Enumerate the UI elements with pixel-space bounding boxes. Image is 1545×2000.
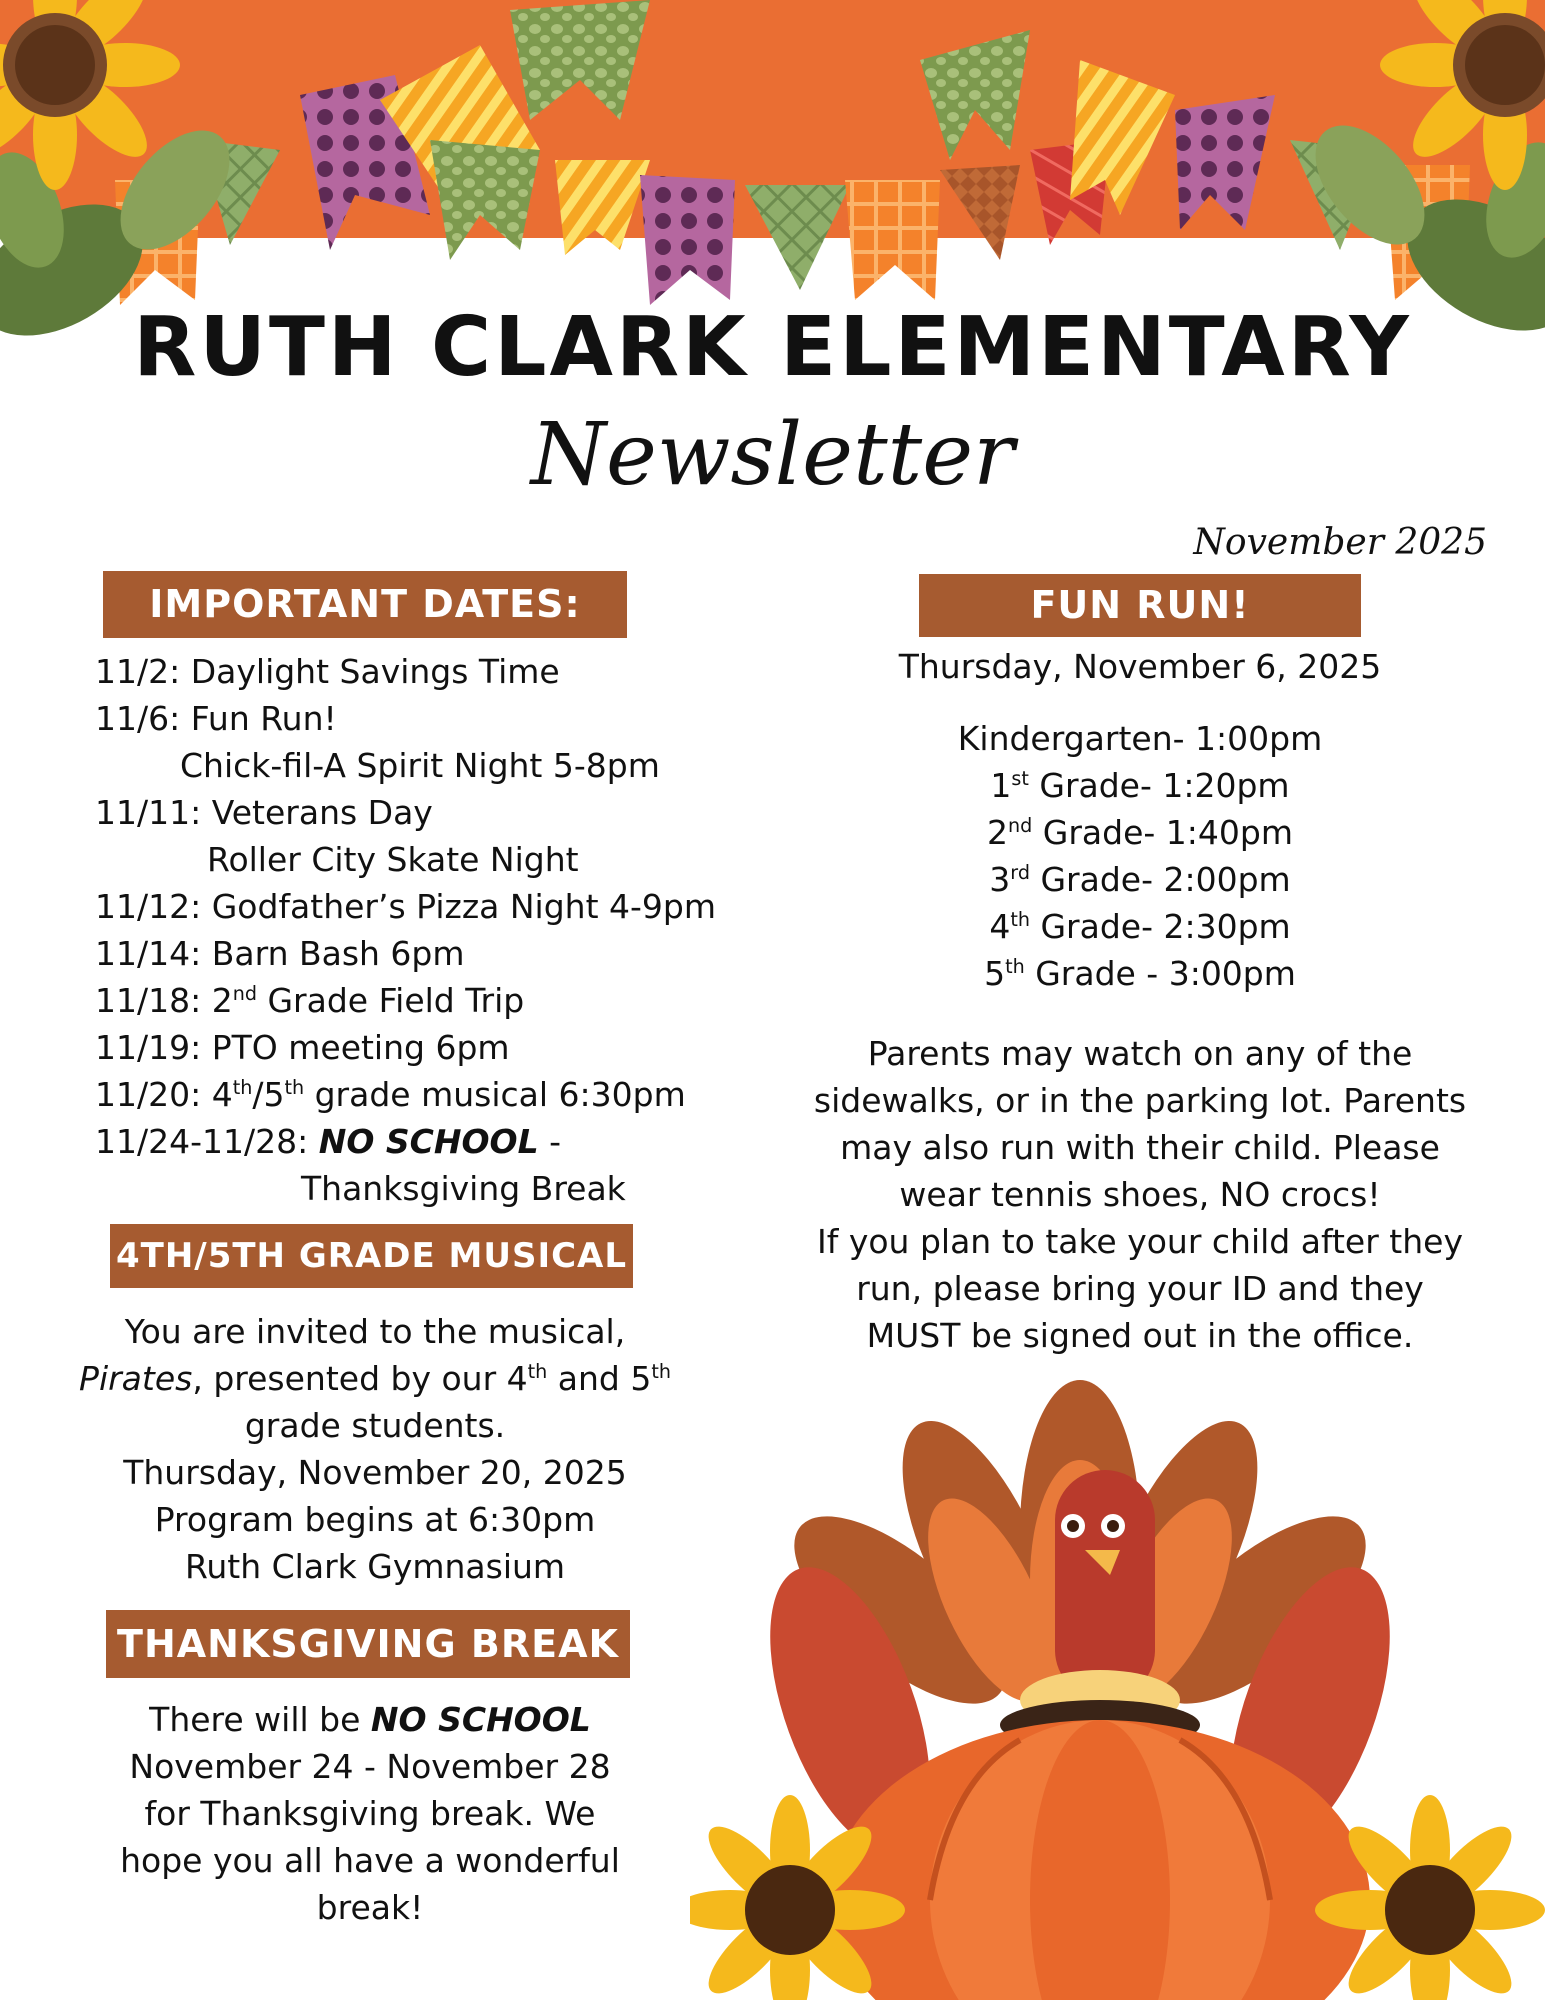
fun-run-schedule — [800, 715, 1480, 997]
school-name-title: RUTH CLARK ELEMENTARY — [133, 300, 1412, 395]
sunflower-bottom-right-icon — [1315, 1795, 1545, 2000]
list-item: 2nd Grade- 1:40pm — [987, 813, 1293, 852]
musical-heading: 4TH/5TH GRADE MUSICAL — [110, 1224, 633, 1288]
list-item: 11/18: 2nd Grade Field Trip — [95, 981, 525, 1020]
list-item: 11/19: PTO meeting 6pm — [95, 1028, 510, 1067]
thanksgiving-details: There will be NO SCHOOL November 24 - November 28 for Thanksgiving break. We hope you all have a wonderful break! — [120, 1700, 620, 1927]
issue-date: November 2025 — [1193, 522, 1487, 563]
list-item: 3rd Grade- 2:00pm — [989, 860, 1291, 899]
fun-run-notes: Parents may watch on any of the sidewalks, or in the parking lot. Parents may also run with their child. Please wear tennis shoes, NO crocs! If you plan to take your child after they run, please bring your ID and they MUST be signed out in the office. — [813, 1034, 1467, 1355]
fun-run-heading: FUN RUN! — [919, 574, 1361, 637]
list-item: 5th Grade - 3:00pm — [984, 954, 1296, 993]
musical-details: You are invited to the musical, Pirates, presented by our 4th and 5th grade students. Thursday, November 20, 2025 Program begins at 6:30pm Ruth Clark Gymnasium — [79, 1312, 671, 1586]
turkey-pumpkin-illustration — [690, 1380, 1545, 2000]
list-item: 4th Grade- 2:30pm — [989, 907, 1291, 946]
list-item: 11/6: Fun Run! — [95, 699, 337, 738]
newsletter-subtitle: Newsletter — [530, 405, 1015, 505]
thanksgiving-heading: THANKSGIVING BREAK — [106, 1610, 630, 1678]
list-item: 11/2: Daylight Savings Time — [95, 652, 560, 691]
list-item: 11/11: Veterans Day — [95, 793, 433, 832]
list-item: 11/14: Barn Bash 6pm — [95, 934, 465, 973]
list-item: 11/24-11/28: NO SCHOOL - — [95, 1122, 562, 1161]
list-item: Thanksgiving Break — [301, 1169, 626, 1208]
list-item: Kindergarten- 1:00pm — [957, 719, 1323, 758]
important-dates-heading: IMPORTANT DATES: — [103, 571, 627, 638]
turkey-head-icon — [1055, 1470, 1155, 1700]
list-item: 1st Grade- 1:20pm — [990, 766, 1290, 805]
important-dates-list — [95, 648, 735, 1212]
list-item: Chick-fil-A Spirit Night 5-8pm — [180, 746, 660, 785]
fun-run-date: Thursday, November 6, 2025 — [898, 647, 1382, 686]
list-item: 11/20: 4th/5th grade musical 6:30pm — [95, 1075, 686, 1114]
list-item: Roller City Skate Night — [207, 840, 579, 879]
list-item: 11/12: Godfather’s Pizza Night 4-9pm — [95, 887, 716, 926]
